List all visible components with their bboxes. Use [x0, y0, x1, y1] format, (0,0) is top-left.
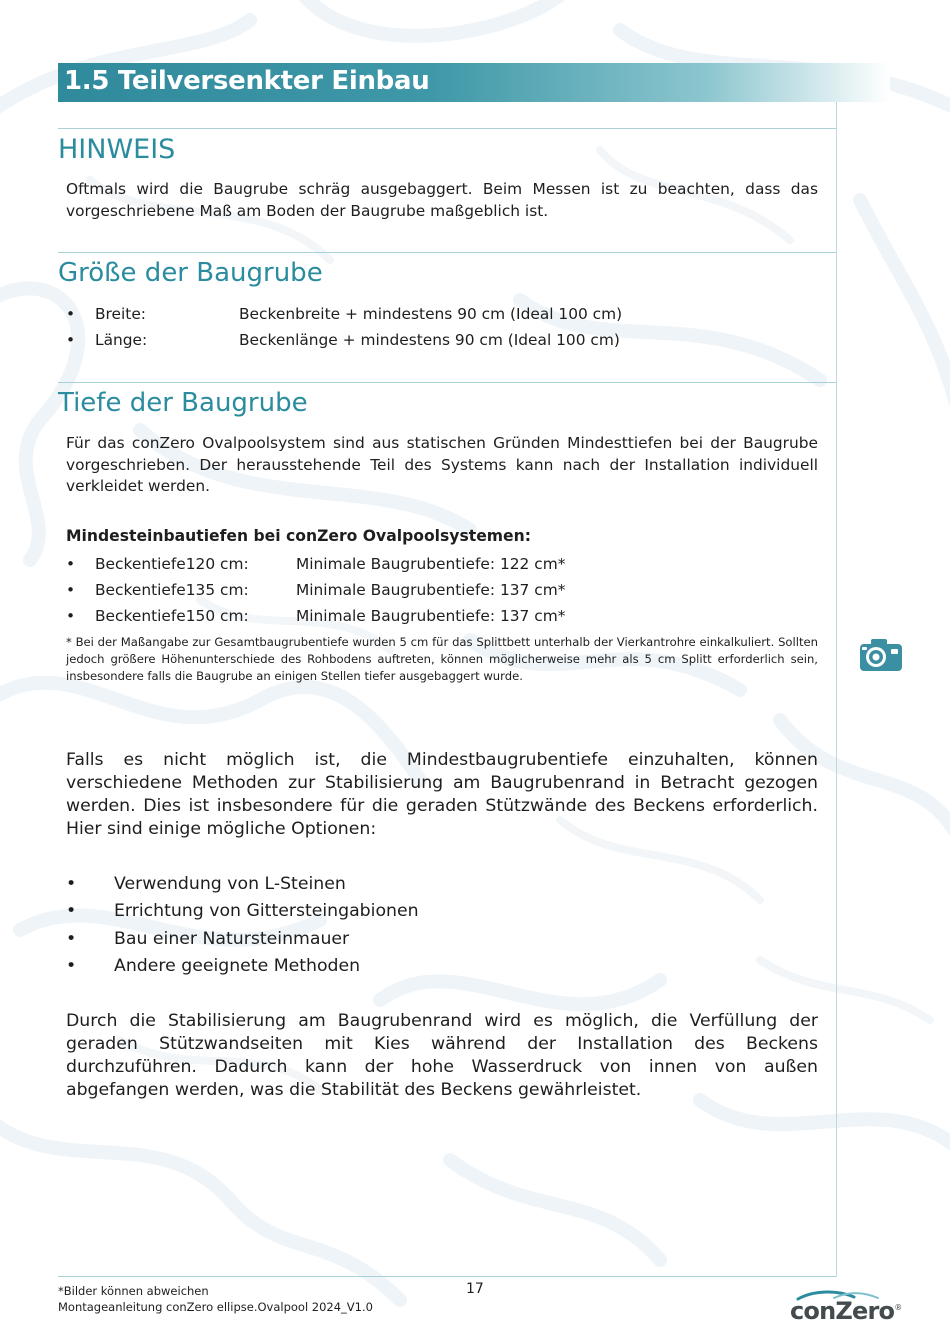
- divider: [58, 128, 836, 129]
- footer-note: *Bilder können abweichen: [58, 1284, 209, 1298]
- depth-value: Minimale Baugrubentiefe: 137 cm*: [296, 607, 566, 625]
- depth-label: Beckentiefe120 cm:: [95, 555, 249, 573]
- bullet: •: [66, 929, 77, 949]
- bullet: •: [66, 901, 77, 921]
- bullet: •: [66, 305, 76, 323]
- section-title: 1.5 Teilversenkter Einbau: [64, 66, 430, 96]
- option-label: Verwendung von L-Steinen: [114, 874, 346, 894]
- depth-value: Minimale Baugrubentiefe: 137 cm*: [296, 581, 566, 599]
- divider: [58, 252, 836, 253]
- footer-document-id: Montageanleitung conZero ellipse.Ovalpool 2024_V1.0: [58, 1300, 373, 1314]
- depth-value: Minimale Baugrubentiefe: 122 cm*: [296, 555, 566, 573]
- stabilisierung-intro: Falls es nicht möglich ist, die Mindestbaugrubentiefe einzuhalten, können verschiedene Methoden zur Stabilisierung am Baugrubenrand in Betracht gezogen werden. Dies ist insbesondere für die geraden Stützwände des Beckens erforderlich. Hier sind einige mögliche Optionen:: [66, 750, 818, 839]
- page-number: 17: [466, 1281, 484, 1297]
- depth-label: Beckentiefe135 cm:: [95, 581, 249, 599]
- section-title-bar: [58, 63, 890, 102]
- camera-icon: [859, 638, 903, 672]
- tiefe-heading: Tiefe der Baugrube: [58, 388, 308, 418]
- dimension-label: Breite:: [95, 305, 146, 323]
- right-margin-line: [836, 102, 837, 1277]
- dimension-label: Länge:: [95, 331, 148, 349]
- depth-label: Beckentiefe150 cm:: [95, 607, 249, 625]
- option-label: Errichtung von Gittersteingabionen: [114, 901, 419, 921]
- stabilisierung-outro: Durch die Stabilisierung am Baugrubenrand wird es möglich, die Verfüllung der geraden Stützwandseiten mit Kies während der Installation des Beckens durchzuführen. Dadurch kann der hohe Wasserdruck von innen von außen abgefangen werden, was die Stabilität des Beckens gewährleistet.: [66, 1011, 818, 1100]
- bullet: •: [66, 331, 76, 349]
- hinweis-heading: HINWEIS: [58, 134, 176, 165]
- bullet: •: [66, 956, 77, 976]
- option-label: Andere geeignete Methoden: [114, 956, 361, 976]
- footer-divider: [58, 1276, 836, 1277]
- bullet: •: [66, 874, 77, 894]
- bullet: •: [66, 581, 76, 599]
- option-label: Bau einer Natursteinmauer: [114, 929, 350, 949]
- dimension-value: Beckenlänge + mindestens 90 cm (Ideal 100 cm): [239, 331, 620, 349]
- groesse-heading: Größe der Baugrube: [58, 258, 323, 288]
- tiefe-subheading: Mindesteinbautiefen bei conZero Ovalpoolsystemen:: [66, 527, 531, 545]
- depth-footnote: * Bei der Maßangabe zur Gesamtbaugrubentiefe wurden 5 cm für das Splittbett unterhalb der Vierkantrohre einkalkuliert. Sollten jedoch größere Höhenunterschiede des Rohbodens auftreten, können möglicherweise mehr als 5 cm Splitt erforderlich sein, insbesondere falls die Baugrube an einigen Stellen tiefer ausgebaggert wurde.: [66, 635, 818, 683]
- hinweis-text: Oftmals wird die Baugrube schräg ausgebaggert. Beim Messen ist zu beachten, dass das vorgeschriebene Maß am Boden der Baugrube maßgeblich ist.: [66, 180, 818, 220]
- bullet: •: [66, 555, 76, 573]
- logo-text: conZero®: [790, 1297, 902, 1325]
- tiefe-intro: Für das conZero Ovalpoolsystem sind aus statischen Gründen Mindesttiefen bei der Baugrube vorgeschrieben. Der herausstehende Teil des Systems kann nach der Installation individuell verkleidet werden.: [66, 434, 818, 496]
- divider: [58, 382, 836, 383]
- bullet: •: [66, 607, 76, 625]
- dimension-value: Beckenbreite + mindestens 90 cm (Ideal 100 cm): [239, 305, 623, 323]
